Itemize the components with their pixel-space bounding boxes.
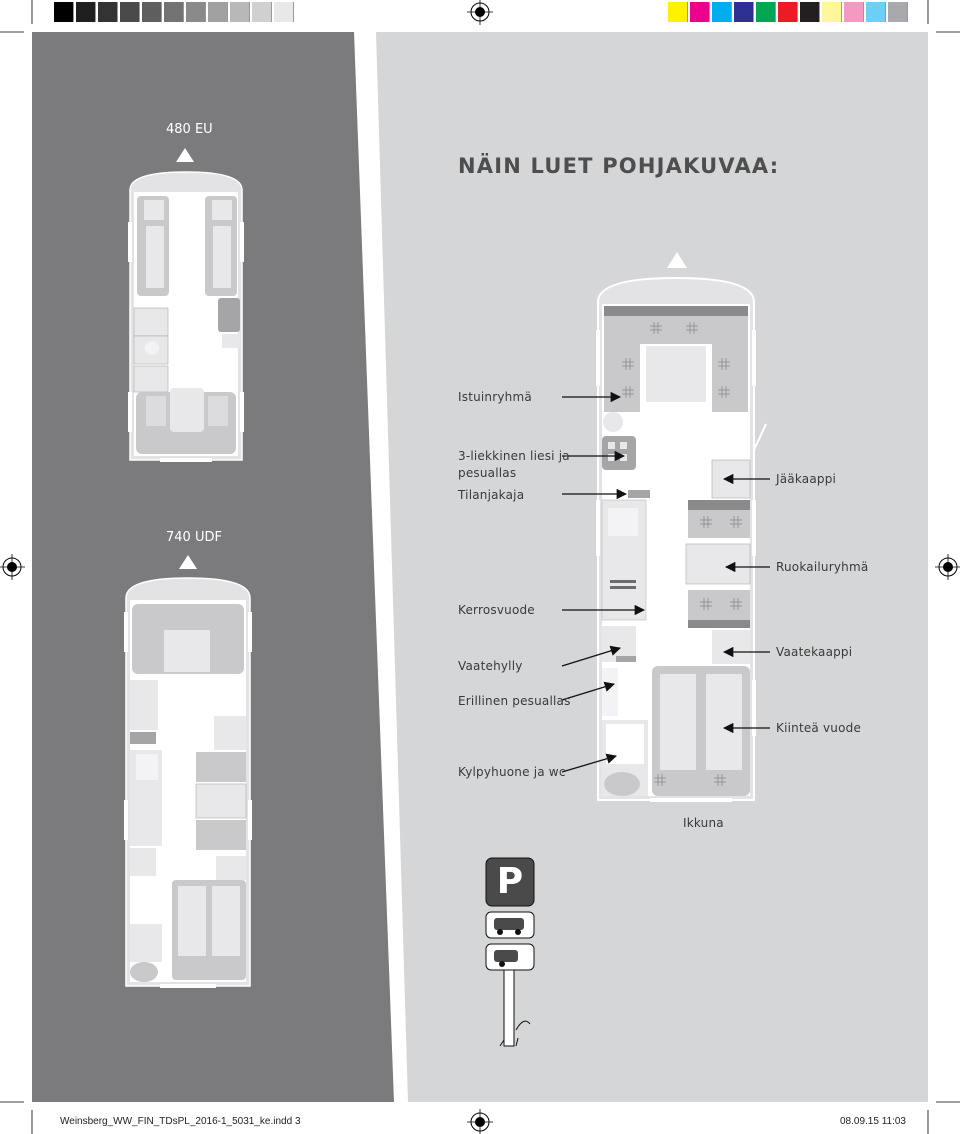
model-label-740: 740 UDF <box>166 530 222 545</box>
label-ikkuna: Ikkuna <box>683 816 724 830</box>
label-vaatehylly: Vaatehylly <box>458 659 523 673</box>
label-kerrosvuode: Kerrosvuode <box>458 603 535 617</box>
floorplan-annotated <box>596 278 766 802</box>
floorplan-740-udf <box>124 578 252 988</box>
page-heading: NÄIN LUET POHJAKUVAA: <box>458 154 780 178</box>
label-vaatekaappi: Vaatekaappi <box>776 645 853 659</box>
label-ruokailuryhma: Ruokailuryhmä <box>776 560 869 574</box>
label-liesi-line2: pesuallas <box>458 466 517 480</box>
registration-mark-top <box>467 0 493 25</box>
label-jaakaappi: Jääkaappi <box>776 472 837 486</box>
footer-file-name: Weinsberg_WW_FIN_TDsPL_2016-1_5031_ke.indd 3 <box>60 1116 301 1127</box>
registration-mark-left <box>0 554 25 580</box>
label-tilanjakaja: Tilanjakaja <box>458 488 525 502</box>
label-erillinen-pesuallas: Erillinen pesuallas <box>458 694 571 708</box>
label-kylpyhuone: Kylpyhuone ja wc <box>458 765 566 779</box>
label-istuinryhma: Istuinryhmä <box>458 390 532 404</box>
label-kiintea-vuode: Kiinteä vuode <box>776 721 862 735</box>
label-liesi-line1: 3-liekkinen liesi ja <box>458 449 570 463</box>
floorplan-480-eu <box>128 172 244 462</box>
registration-mark-bottom <box>467 1109 493 1134</box>
parking-letter: P <box>496 861 524 902</box>
footer-timestamp: 08.09.15 11:03 <box>840 1116 906 1127</box>
model-label-480: 480 EU <box>166 122 213 137</box>
registration-mark-right <box>935 554 960 580</box>
